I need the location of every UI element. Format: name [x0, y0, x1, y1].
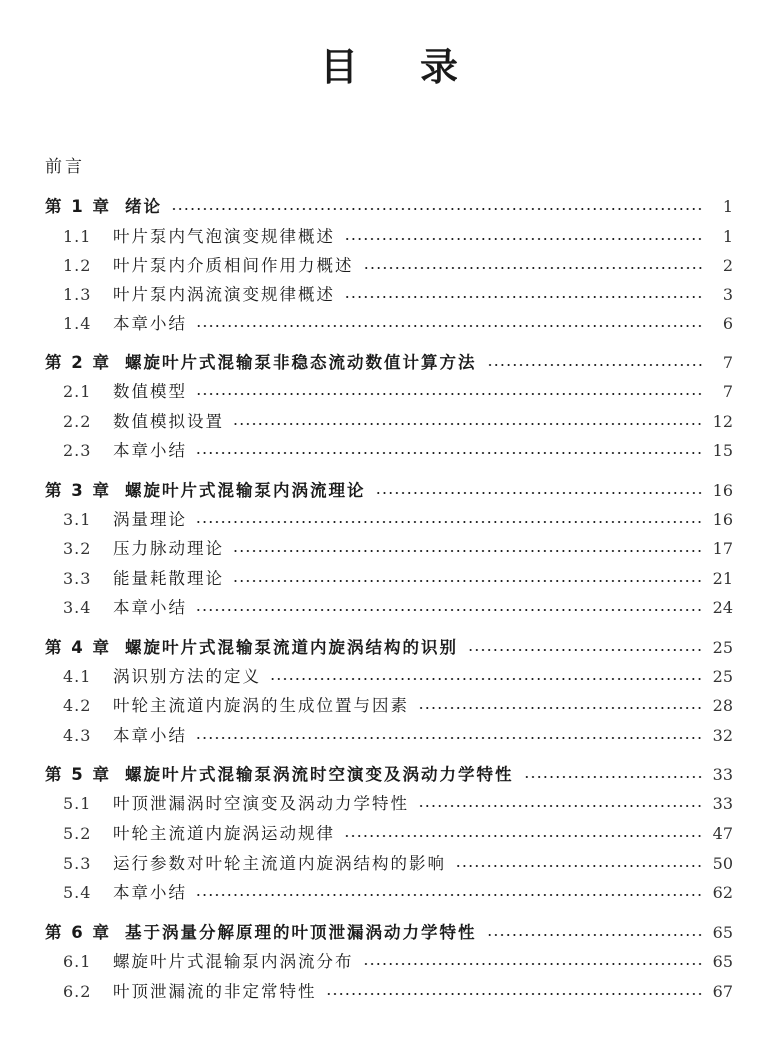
toc-section-entry[interactable] — [45, 254, 733, 278]
chapter-title: 螺旋叶片式混输泵流道内旋涡结构的识别 — [125, 638, 458, 657]
page-number: 50 — [712, 854, 733, 873]
page-number: 6 — [722, 314, 733, 333]
dot-leader — [327, 993, 703, 995]
dot-leader — [197, 609, 703, 611]
section-number: 3.4 — [63, 598, 92, 617]
dot-leader — [197, 325, 703, 327]
section-number: 5.2 — [63, 824, 92, 843]
page-title — [0, 36, 778, 91]
dot-leader — [487, 934, 703, 936]
section-title: 数值模型 — [113, 382, 187, 401]
chapter-title: 螺旋叶片式混输泵非稳态流动数值计算方法 — [125, 353, 477, 372]
section-number: 3.3 — [63, 569, 92, 588]
section-number: 1.3 — [63, 285, 92, 304]
dot-leader — [364, 963, 703, 965]
title-char-2: 录 — [420, 44, 459, 89]
dot-leader — [487, 364, 704, 366]
page-number: 25 — [712, 638, 733, 657]
section-title: 本章小结 — [113, 441, 187, 460]
dot-leader — [345, 835, 703, 837]
toc-entry-preface[interactable]: 前言 — [45, 157, 85, 177]
toc-section-entry[interactable] — [45, 665, 733, 689]
section-number: 3.1 — [63, 510, 92, 529]
page-number: 16 — [712, 481, 733, 500]
page-number: 47 — [712, 824, 733, 843]
title-char-1: 目 — [319, 44, 358, 89]
chapter-title: 螺旋叶片式混输泵内涡流理论 — [125, 481, 366, 500]
toc-section-entry[interactable] — [45, 950, 733, 974]
toc-section-entry[interactable] — [45, 312, 733, 336]
toc-section-entry[interactable] — [45, 852, 733, 876]
toc-section-entry[interactable] — [45, 225, 733, 249]
section-number: 1.1 — [63, 227, 92, 246]
toc-section-entry[interactable] — [45, 724, 733, 748]
toc-chapter-entry[interactable] — [45, 195, 733, 219]
section-title: 本章小结 — [113, 726, 187, 745]
page-number: 65 — [712, 952, 733, 971]
section-title: 压力脉动理论 — [113, 539, 224, 558]
toc-section-entry[interactable] — [45, 439, 733, 463]
section-number: 2.2 — [63, 412, 92, 431]
dot-leader — [197, 737, 703, 739]
dot-leader — [234, 550, 703, 552]
section-title: 本章小结 — [113, 883, 187, 902]
toc-section-entry[interactable] — [45, 567, 733, 591]
page-number: 3 — [722, 285, 733, 304]
page-number: 17 — [712, 539, 733, 558]
section-number: 1.2 — [63, 256, 92, 275]
section-title: 叶轮主流道内旋涡运动规律 — [113, 824, 335, 843]
section-number: 3.2 — [63, 539, 92, 558]
section-title: 涡识别方法的定义 — [113, 667, 261, 686]
toc-section-entry[interactable] — [45, 380, 733, 404]
section-title: 本章小结 — [113, 314, 187, 333]
section-title: 叶片泵内气泡演变规律概述 — [113, 227, 335, 246]
chapter-number: 第 1 章 — [45, 197, 111, 216]
chapter-number: 第 2 章 — [45, 353, 111, 372]
dot-leader — [234, 423, 703, 425]
dot-leader — [468, 649, 703, 651]
page-number: 12 — [712, 412, 733, 431]
toc-section-entry[interactable] — [45, 792, 733, 816]
dot-leader — [376, 492, 703, 494]
dot-leader — [345, 296, 703, 298]
page-number: 33 — [712, 765, 733, 784]
toc-section-entry[interactable] — [45, 822, 733, 846]
page-number: 7 — [722, 353, 733, 372]
chapter-number: 第 3 章 — [45, 481, 111, 500]
page-number: 7 — [722, 382, 733, 401]
section-number: 6.2 — [63, 982, 92, 1001]
section-number: 1.4 — [63, 314, 92, 333]
section-title: 叶片泵内涡流演变规律概述 — [113, 285, 335, 304]
section-title: 涡量理论 — [113, 510, 187, 529]
dot-leader — [197, 894, 703, 896]
chapter-title: 螺旋叶片式混输泵涡流时空演变及涡动力学特性 — [125, 765, 514, 784]
toc-section-entry[interactable] — [45, 596, 733, 620]
toc-chapter-entry[interactable] — [45, 351, 733, 375]
toc-section-entry[interactable] — [45, 283, 733, 307]
section-number: 2.3 — [63, 441, 92, 460]
dot-leader — [419, 707, 703, 709]
section-title: 数值模拟设置 — [113, 412, 224, 431]
section-number: 6.1 — [63, 952, 92, 971]
dot-leader — [345, 238, 703, 240]
page-number: 1 — [722, 197, 733, 216]
chapter-title: 基于涡量分解原理的叶顶泄漏涡动力学特性 — [125, 923, 477, 942]
section-number: 5.1 — [63, 794, 92, 813]
section-number: 2.1 — [63, 382, 92, 401]
chapter-title: 绪论 — [125, 197, 162, 216]
toc-section-entry[interactable] — [45, 694, 733, 718]
section-title: 叶顶泄漏涡时空演变及涡动力学特性 — [113, 794, 409, 813]
chapter-number: 第 5 章 — [45, 765, 111, 784]
dot-leader — [524, 776, 703, 778]
dot-leader — [197, 452, 703, 454]
page-number: 16 — [712, 510, 733, 529]
toc-chapter-entry[interactable] — [45, 763, 733, 787]
section-title: 运行参数对叶轮主流道内旋涡结构的影响 — [113, 854, 446, 873]
page-number: 62 — [712, 883, 733, 902]
toc-section-entry[interactable] — [45, 537, 733, 561]
toc-chapter-entry[interactable] — [45, 921, 733, 945]
section-number: 4.2 — [63, 696, 92, 715]
toc-section-entry[interactable] — [45, 410, 733, 434]
dot-leader — [197, 393, 703, 395]
dot-leader — [364, 267, 704, 269]
section-number: 5.4 — [63, 883, 92, 902]
dot-leader — [271, 678, 703, 680]
page-number: 33 — [712, 794, 733, 813]
dot-leader — [456, 865, 703, 867]
toc-section-entry[interactable] — [45, 881, 733, 905]
page-number: 32 — [712, 726, 733, 745]
section-number: 4.3 — [63, 726, 92, 745]
section-number: 4.1 — [63, 667, 92, 686]
dot-leader — [419, 805, 703, 807]
toc-chapter-entry[interactable] — [45, 479, 733, 503]
dot-leader — [172, 208, 703, 210]
section-title: 本章小结 — [113, 598, 187, 617]
section-title: 能量耗散理论 — [113, 569, 224, 588]
section-title: 叶轮主流道内旋涡的生成位置与因素 — [113, 696, 409, 715]
page-number: 24 — [712, 598, 733, 617]
page-number: 25 — [712, 667, 733, 686]
dot-leader — [197, 521, 703, 523]
section-title: 螺旋叶片式混输泵内涡流分布 — [113, 952, 354, 971]
chapter-number: 第 6 章 — [45, 923, 111, 942]
toc-section-entry[interactable] — [45, 508, 733, 532]
page-number: 21 — [712, 569, 733, 588]
page-number: 15 — [712, 441, 733, 460]
section-title: 叶顶泄漏流的非定常特性 — [113, 982, 317, 1001]
chapter-number: 第 4 章 — [45, 638, 111, 657]
dot-leader — [234, 580, 703, 582]
page-number: 2 — [722, 256, 733, 275]
toc-chapter-entry[interactable] — [45, 636, 733, 660]
section-number: 5.3 — [63, 854, 92, 873]
page-number: 1 — [722, 227, 733, 246]
toc-section-entry[interactable] — [45, 980, 733, 1004]
section-title: 叶片泵内介质相间作用力概述 — [113, 256, 354, 275]
page-number: 28 — [712, 696, 733, 715]
page-number: 65 — [712, 923, 733, 942]
page-number: 67 — [712, 982, 733, 1001]
